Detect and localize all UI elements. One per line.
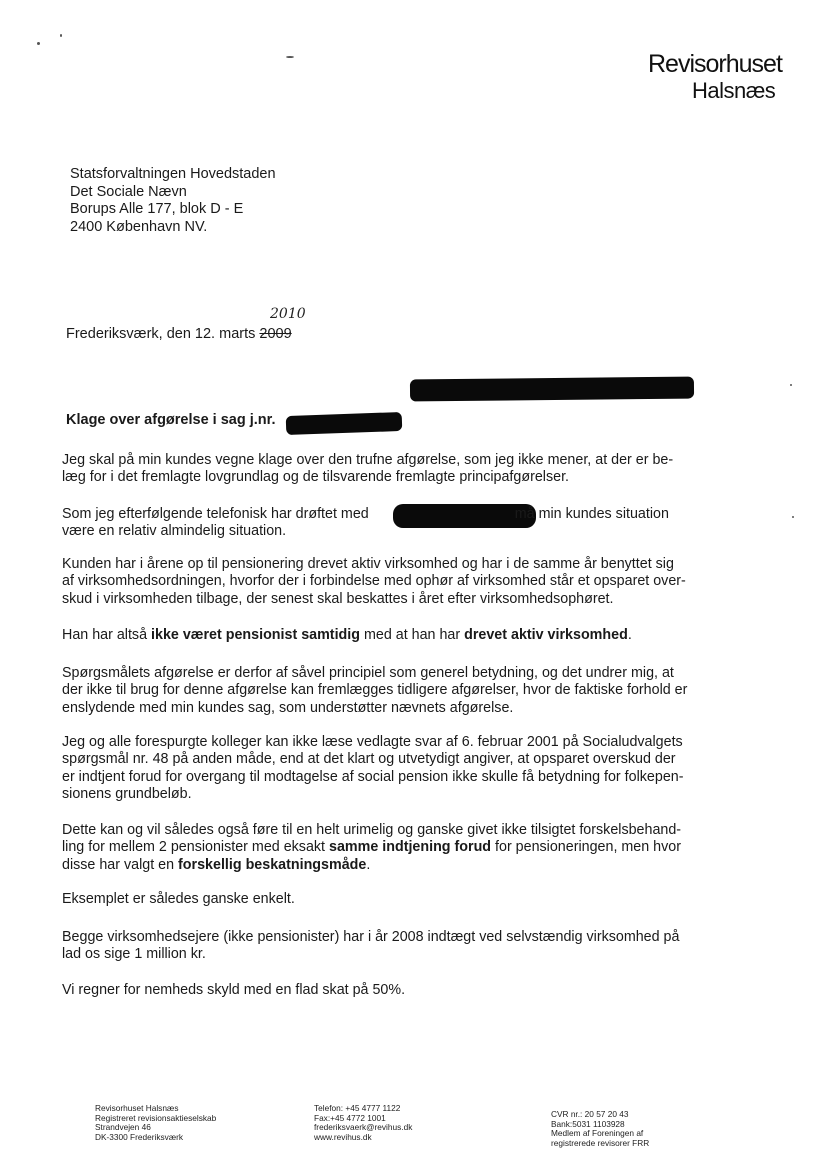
redaction-bar bbox=[286, 412, 403, 435]
text-bold: forskellig beskatningsmåde bbox=[178, 856, 367, 873]
recipient-line: Det Sociale Nævn bbox=[70, 183, 187, 200]
text-line: er indtjent forud for overgang til modtagelse af social pension ikke skulle få betydning for folkepen- bbox=[62, 768, 684, 785]
text-segment: ling for mellem 2 pensionister med eksakt bbox=[62, 839, 329, 856]
scan-speck bbox=[286, 56, 294, 58]
footer-line: DK-3300 Frederiksværk bbox=[95, 1131, 184, 1142]
text-line: Jeg skal på min kundes vegne klage over den trufne afgørelse, som jeg ikke mener, at der er be- bbox=[62, 452, 674, 468]
struck-year: 2009 bbox=[259, 326, 292, 342]
text-segment: må min kundes situation bbox=[514, 506, 669, 522]
text-line: Jeg og alle forespurgte kolleger kan ikke læse vedlagte svar af 6. februar 2001 på Socialudvalgets bbox=[62, 734, 683, 750]
text-line: spørgsmål nr. 48 på anden måde, end at det klart og utvetydigt angiver, at opsparet overskud der bbox=[62, 751, 676, 768]
footer-registration bbox=[551, 1110, 649, 1148]
paragraph bbox=[62, 982, 742, 999]
text-segment: med at han har bbox=[359, 627, 465, 643]
text-line bbox=[62, 857, 742, 874]
scan-speck bbox=[790, 384, 792, 386]
footer-line: Medlem af Foreningen af bbox=[551, 1128, 644, 1139]
paragraph bbox=[62, 734, 742, 803]
scan-speck bbox=[37, 42, 40, 45]
paragraph bbox=[62, 822, 742, 874]
footer-line: registrerede revisorer FRR bbox=[551, 1137, 650, 1148]
text-segment: . bbox=[627, 627, 632, 643]
text-line: Dette kan og vil således også føre til en helt urimelig og ganske givet ikke tilsigtet forskelsbehand- bbox=[62, 822, 682, 838]
footer-line: frederiksvaerk@revihus.dk bbox=[314, 1122, 413, 1133]
paragraph bbox=[62, 556, 742, 608]
text-segment: . bbox=[366, 856, 371, 873]
paragraph bbox=[62, 891, 742, 908]
footer-line: CVR nr.: 20 57 20 43 bbox=[551, 1109, 629, 1119]
logo-line-2: Halsnæs bbox=[692, 78, 776, 103]
text-line: af virksomhedsordningen, hvorfor der i forbindelse med ophør af virksomhed står et opsparet over- bbox=[62, 573, 686, 590]
text-bold: ikke været pensionist samtidig bbox=[151, 627, 360, 643]
recipient-address bbox=[70, 166, 276, 236]
text-line: Begge virksomhedsejere (ikke pensionister) har i år 2008 indtægt ved selvstændig virksomhed på bbox=[62, 929, 680, 945]
scan-speck bbox=[792, 516, 794, 518]
text-segment: Han har altså bbox=[62, 627, 152, 643]
footer-line: Registreret revisionsaktieselskab bbox=[95, 1112, 217, 1123]
text-line: der ikke til brug for denne afgørelse kan fremlægges tidligere afgørelser, hvor de faktiske forhold er bbox=[62, 682, 688, 699]
footer-company bbox=[95, 1104, 216, 1142]
paragraph bbox=[62, 665, 742, 717]
footer-line: Revisorhuset Halsnæs bbox=[95, 1103, 179, 1113]
scan-speck bbox=[60, 34, 62, 37]
text-line bbox=[62, 506, 742, 523]
footer-line: Telefon: +45 4777 1122 bbox=[314, 1103, 401, 1113]
text-bold: samme indtjening forud bbox=[329, 839, 492, 856]
text-bold: drevet aktiv virksomhed bbox=[464, 627, 628, 643]
text-line: enslydende med min kundes sag, som understøtter nævnets afgørelse. bbox=[62, 699, 514, 716]
paragraph bbox=[62, 452, 742, 487]
text-segment: for pensioneringen, men hvor bbox=[491, 839, 681, 856]
text-line bbox=[62, 839, 742, 856]
company-logo bbox=[648, 50, 798, 110]
recipient-line: Borups Alle 177, blok D - E bbox=[70, 201, 244, 218]
date-line bbox=[66, 326, 292, 342]
text-segment: Som jeg efterfølgende telefonisk har drøftet med bbox=[62, 506, 369, 522]
logo-line-1: Revisorhuset bbox=[648, 50, 782, 78]
footer-line: www.revihus.dk bbox=[314, 1131, 372, 1142]
footer-line: Strandvejen 46 bbox=[95, 1122, 151, 1133]
paragraph bbox=[62, 929, 742, 964]
date-prefix: Frederiksværk, den 12. marts bbox=[66, 326, 260, 342]
redaction-bar bbox=[410, 377, 694, 402]
footer-line: Fax:+45 4772 1001 bbox=[314, 1112, 386, 1123]
text-line: Spørgsmålets afgørelse er derfor af såvel principiel som generel betydning, og det undrer mig, at bbox=[62, 665, 674, 681]
subject-line: Klage over afgørelse i sag j.nr. bbox=[66, 412, 276, 428]
footer-contact bbox=[314, 1104, 412, 1142]
text-line: skud i virksomheden tilbage, der senest skal beskattes i året efter virksomhedsophøret. bbox=[62, 590, 614, 607]
text-line: sionens grundbeløb. bbox=[62, 785, 192, 802]
text-line: Kunden har i årene op til pensionering drevet aktiv virksomhed og har i de samme år benyttet sig bbox=[62, 556, 674, 572]
text-line: Vi regner for nemheds skyld med en flad skat på 50%. bbox=[62, 982, 406, 998]
paragraph bbox=[62, 627, 742, 644]
paragraph bbox=[62, 506, 742, 541]
text-line: Eksemplet er således ganske enkelt. bbox=[62, 891, 295, 907]
text-line bbox=[62, 627, 742, 644]
text-line: lad os sige 1 million kr. bbox=[62, 946, 206, 963]
handwritten-year: 2010 bbox=[270, 306, 306, 322]
text-segment: disse har valgt en bbox=[62, 856, 179, 873]
footer-line: Bank:5031 1103928 bbox=[551, 1118, 625, 1129]
text-line: læg for i det fremlagte lovgrundlag og de tilsvarende fremlagte principafgørelser. bbox=[62, 469, 570, 486]
recipient-line: 2400 København NV. bbox=[70, 218, 208, 235]
text-line: være en relativ almindelig situation. bbox=[62, 523, 287, 540]
recipient-line: Statsforvaltningen Hovedstaden bbox=[70, 166, 276, 182]
